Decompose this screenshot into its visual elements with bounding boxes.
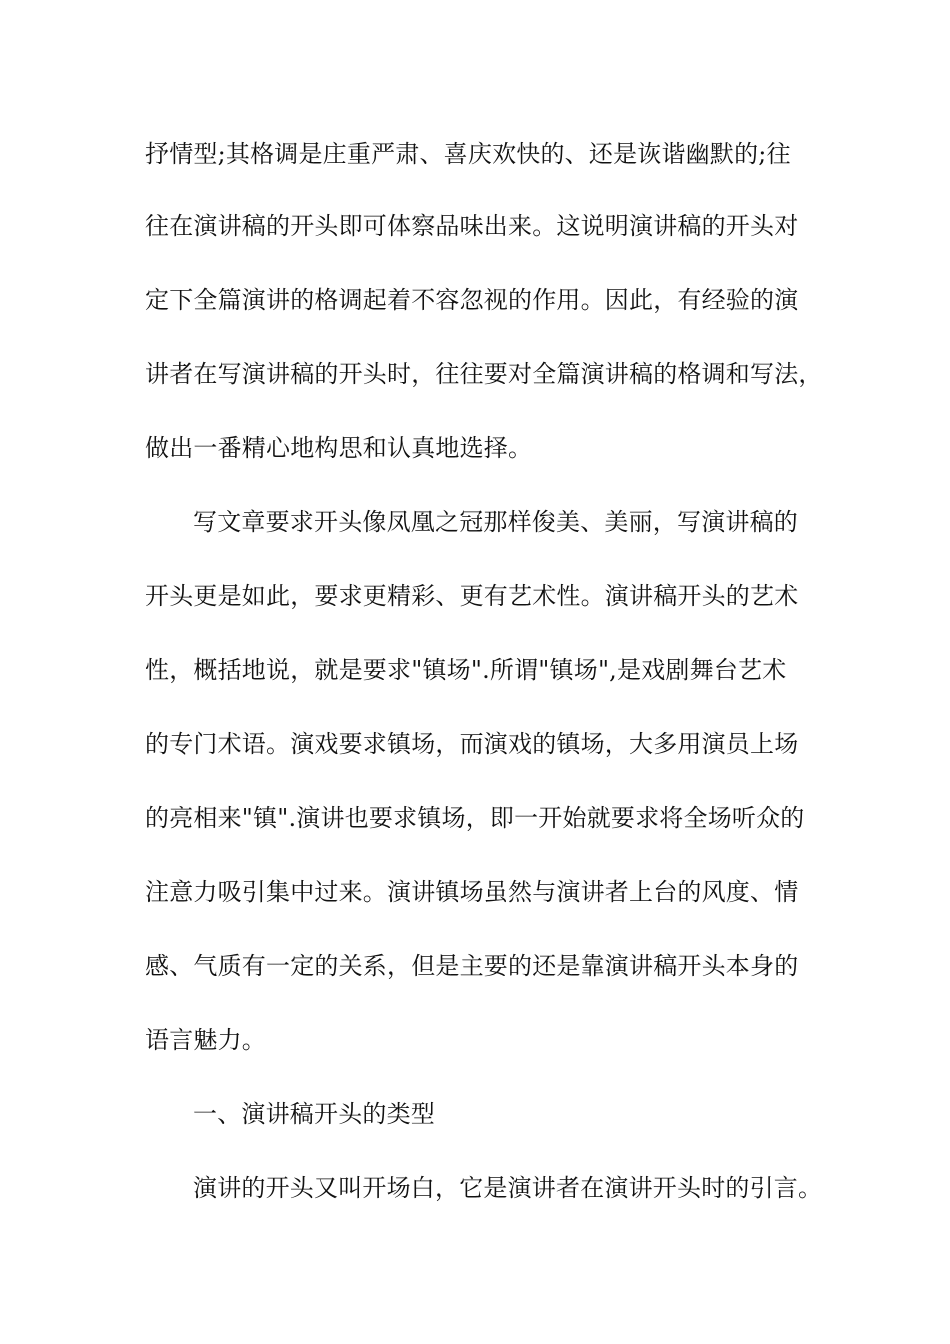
paragraph-line: 做出一番精心地构思和认真地选择。 — [145, 434, 533, 462]
paragraph-line: 语言魅力。 — [145, 1026, 266, 1054]
paragraph-line: 演讲的开头又叫开场白，它是演讲者在演讲开头时的引言。 — [193, 1174, 823, 1202]
paragraph-line: 性，概括地说，就是要求"镇场".所谓"镇场",是戏剧舞台艺术 — [145, 656, 787, 684]
paragraph-line: 的专门术语。演戏要求镇场，而演戏的镇场，大多用演员上场 — [145, 730, 799, 758]
paragraph-line: 往在演讲稿的开头即可体察品味出来。这说明演讲稿的开头对 — [145, 212, 799, 240]
paragraph-line: 讲者在写演讲稿的开头时，往往要对全篇演讲稿的格调和写法， — [145, 360, 823, 388]
paragraph-line: 的亮相来"镇".演讲也要求镇场，即一开始就要求将全场听众的 — [145, 804, 805, 832]
paragraph-line: 定下全篇演讲的格调起着不容忽视的作用。因此，有经验的演 — [145, 286, 799, 314]
paragraph-line: 抒情型;其格调是庄重严肃、喜庆欢快的、还是诙谐幽默的;往 — [145, 140, 791, 168]
paragraph-line: 写文章要求开头像凤凰之冠那样俊美、美丽，写演讲稿的 — [193, 508, 798, 536]
paragraph-line: 开头更是如此，要求更精彩、更有艺术性。演讲稿开头的艺术 — [145, 582, 799, 610]
paragraph-line: 感、气质有一定的关系，但是主要的还是靠演讲稿开头本身的 — [145, 952, 799, 980]
paragraph-line: 注意力吸引集中过来。演讲镇场虽然与演讲者上台的风度、情 — [145, 878, 799, 906]
section-heading: 一、演讲稿开头的类型 — [193, 1100, 435, 1128]
